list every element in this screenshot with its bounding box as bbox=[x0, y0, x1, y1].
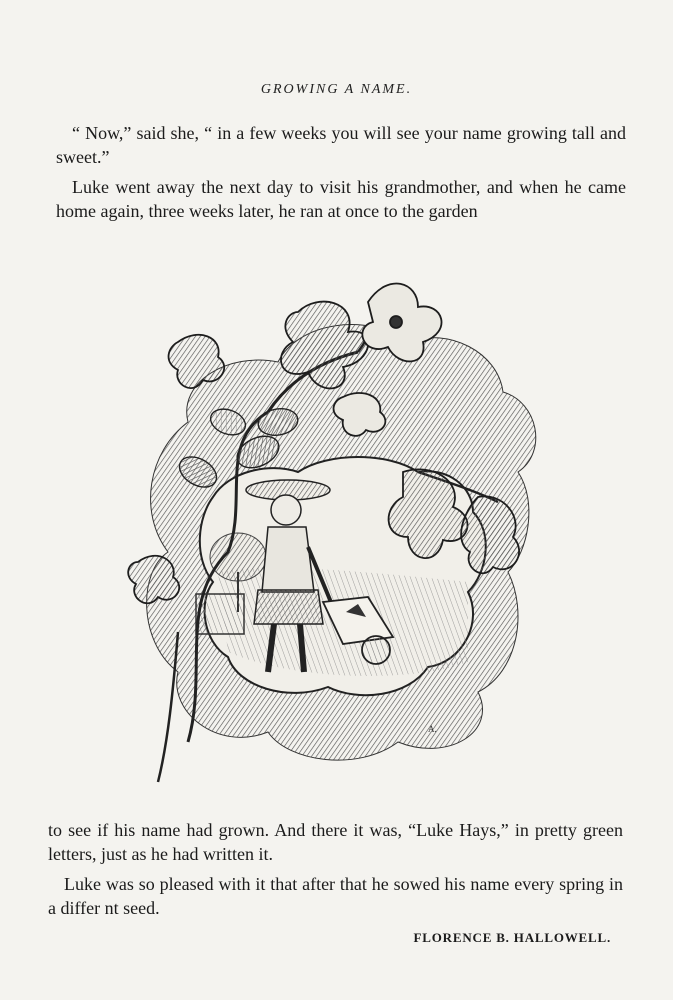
paragraph-1: “ Now,” said she, “ in a few weeks you will see your name growing tall and sweet.” bbox=[56, 123, 626, 167]
paragraph-2: Luke went away the next day to visit his grandmother, and when he came home again, three weeks later, he ran at once to the garden bbox=[56, 177, 626, 221]
author-byline: FLORENCE B. HALLOWELL. bbox=[413, 930, 611, 945]
svg-text:A.: A. bbox=[428, 724, 437, 734]
paragraph-4: Luke was so pleased with it that after that he sowed his name every spring in a differ nt seed. bbox=[48, 874, 623, 918]
engraved-illustration bbox=[118, 272, 558, 792]
running-head: GROWING A NAME. bbox=[260, 82, 413, 97]
paragraph-3: to see if his name had grown. And there it was, “Luke Hays,” in pretty green letters, just as he had written it. bbox=[48, 820, 623, 864]
